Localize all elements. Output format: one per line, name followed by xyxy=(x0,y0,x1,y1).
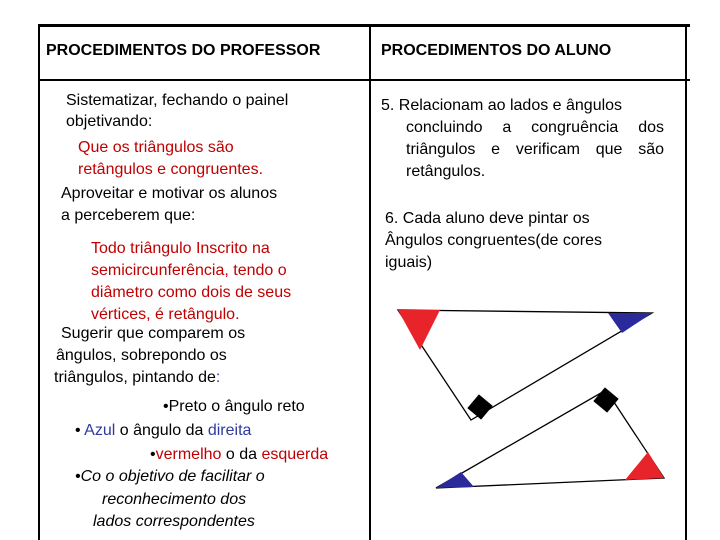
objective-italic-line-1: •Co o objetivo de facilitar o xyxy=(75,468,265,485)
header-aluno: PROCEDIMENTOS DO ALUNO xyxy=(381,42,612,59)
lower-blue-angle xyxy=(436,472,474,488)
upper-right-angle-marker xyxy=(467,394,492,419)
upper-blue-angle xyxy=(608,313,652,333)
sugerir-line-3-text: triângulos, pintando de xyxy=(54,369,216,386)
aproveitar-line-1: Aproveitar e motivar os alunos xyxy=(61,185,278,202)
objective-italic-line-2: reconhecimento dos xyxy=(102,491,247,508)
objective-line-2: retângulos e congruentes. xyxy=(78,161,264,178)
theorem-line-3: diâmetro como dois de seus xyxy=(91,284,292,301)
bullet-azul-mid: o ângulo da xyxy=(115,422,208,439)
sugerir-colon: : xyxy=(215,369,221,386)
objective-line-1: Que os triângulos são xyxy=(78,139,234,156)
step5-line-1: 5. Relacionam ao lados e ângulos xyxy=(381,97,623,114)
sugerir-line-2: ângulos, sobrepondo os xyxy=(56,347,227,364)
vermelho-word: vermelho xyxy=(155,446,222,463)
lower-right-angle-marker xyxy=(593,387,618,412)
esquerda-word: esquerda xyxy=(261,446,329,463)
aproveitar-line-2: a perceberem que: xyxy=(61,207,196,224)
step6-line-2: Ângulos congruentes(de cores xyxy=(385,232,603,249)
theorem-line-2: semicircunferência, tendo o xyxy=(91,262,287,279)
azul-word: Azul xyxy=(84,422,116,439)
bullet-vermelho-mid: o da xyxy=(221,446,262,463)
bullet-vermelho-marker: • xyxy=(150,446,156,463)
sistematizar-line-2: objetivando: xyxy=(66,113,153,130)
step5-line-2: concluindo a congruência dos xyxy=(406,119,664,136)
lower-red-angle xyxy=(625,452,664,480)
theorem-line-1: Todo triângulo Inscrito na xyxy=(91,240,270,257)
lower-triangle xyxy=(436,387,664,488)
bullet-preto: •Preto o ângulo reto xyxy=(163,398,305,415)
step6-line-3: iguais) xyxy=(385,254,433,271)
header-professor: PROCEDIMENTOS DO PROFESSOR xyxy=(46,42,321,59)
bullet-azul-marker: • xyxy=(75,422,85,439)
direita-word: direita xyxy=(207,422,252,439)
theorem-line-4: vértices, é retângulo. xyxy=(91,306,240,323)
step5-line-4: retângulos. xyxy=(406,163,486,180)
objective-italic-line-3: lados correspondentes xyxy=(93,513,255,530)
sugerir-line-1: Sugerir que comparem os xyxy=(61,325,246,342)
step6-line-1: 6. Cada aluno deve pintar os xyxy=(385,210,590,227)
upper-red-angle xyxy=(398,310,440,350)
step5-line-3: triângulos e verificam que são xyxy=(406,141,664,158)
sistematizar-line-1: Sistematizar, fechando o painel xyxy=(66,92,289,109)
